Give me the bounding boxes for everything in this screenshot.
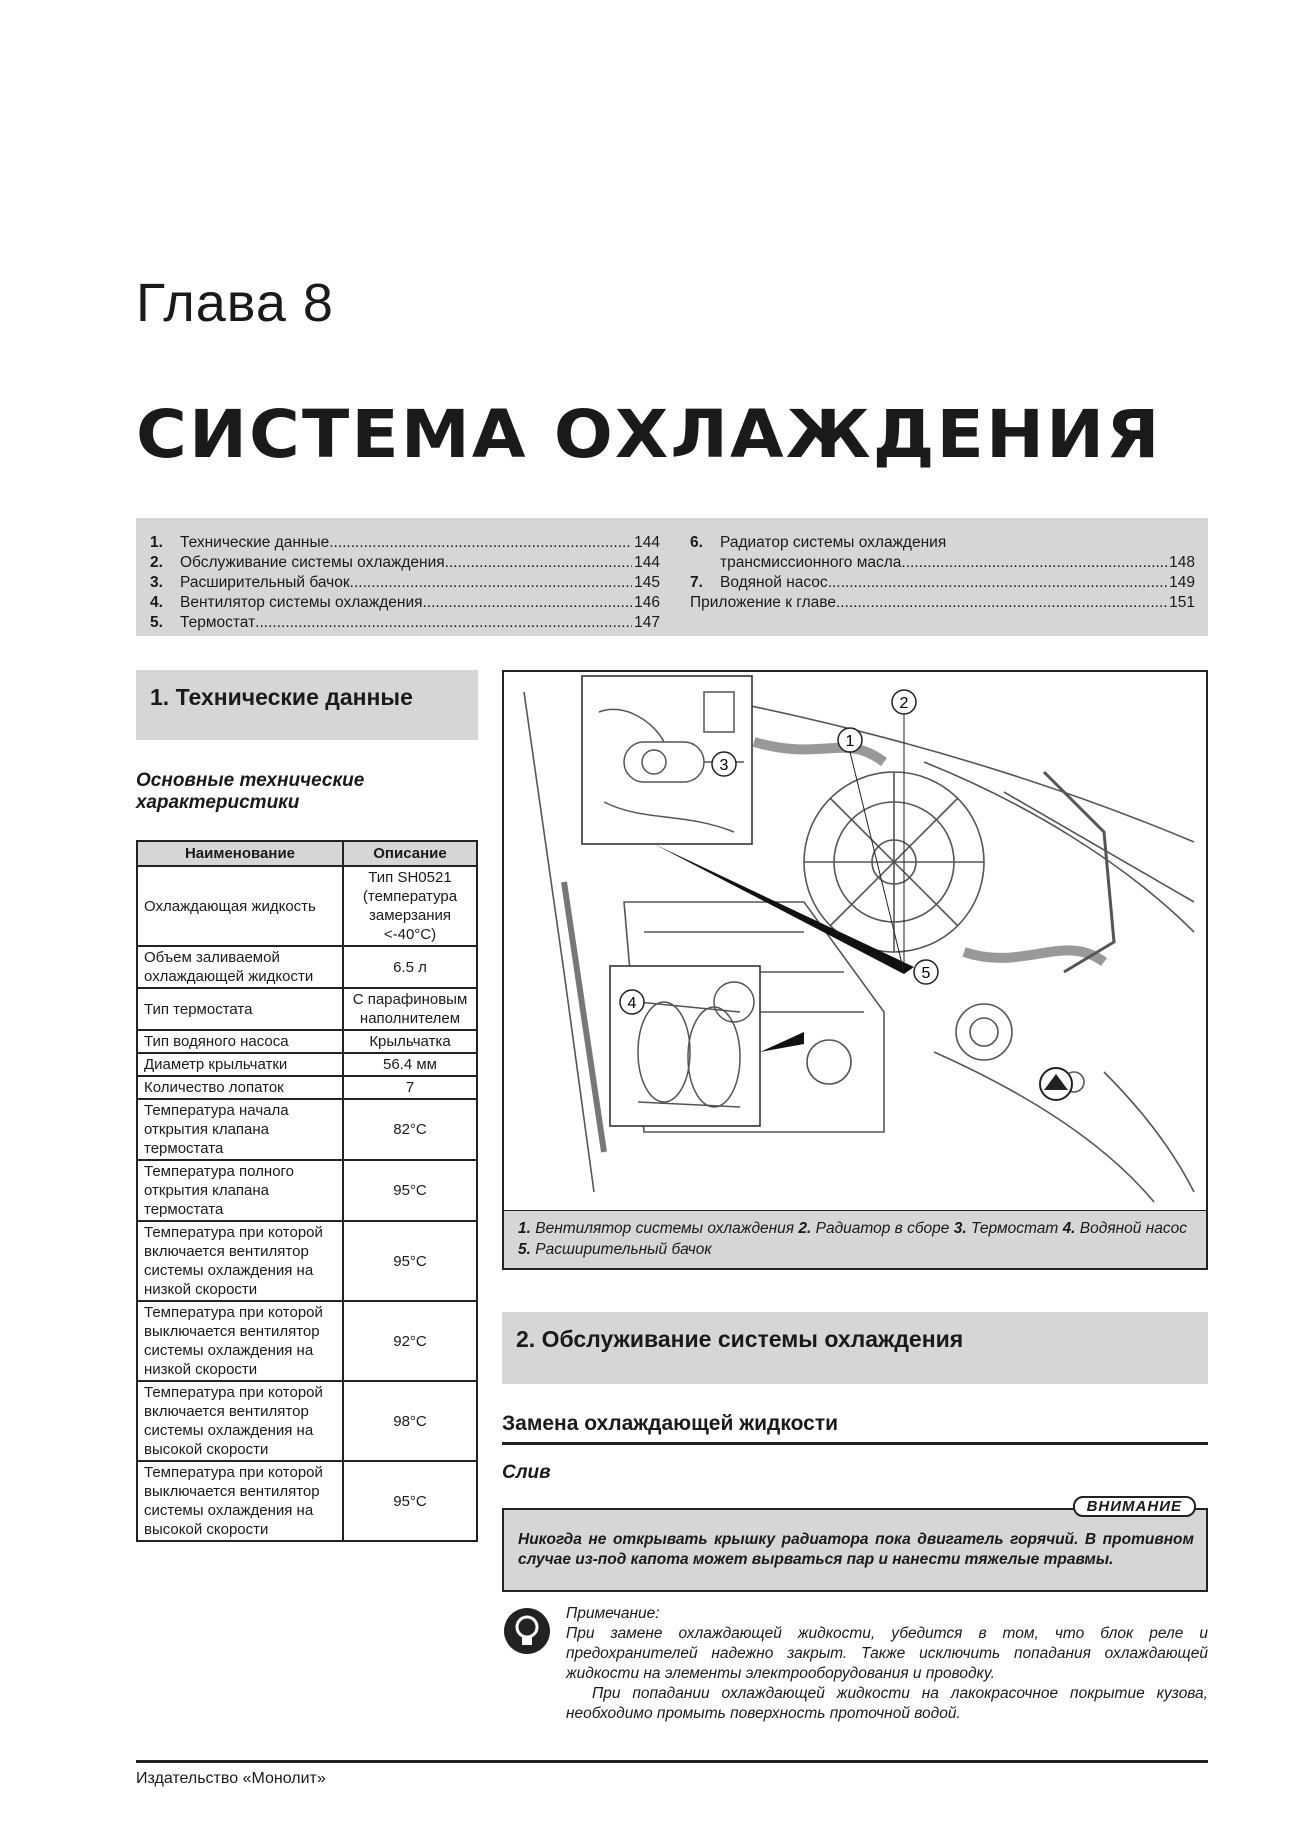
spec-subheading: Основные технические характеристики [136, 770, 365, 813]
spec-name-cell: Температура полного открытия клапана термостата [137, 1160, 343, 1221]
toc-item[interactable] [150, 554, 660, 572]
toc-num: 7. [690, 574, 703, 591]
spec-value-cell: 82°C [343, 1099, 477, 1160]
table-row [137, 1099, 477, 1160]
coolant-replacement-heading: Замена охлаждающей жидкости [502, 1412, 839, 1435]
toc-num: 6. [690, 534, 703, 551]
spec-value-cell: 95°C [343, 1160, 477, 1221]
spec-value-cell: 92°C [343, 1301, 477, 1381]
caption-text: Водяной насос [1075, 1220, 1187, 1237]
note-paragraph: При замене охлаждающей жидкости, убедится в том, что блок реле и предохранителей надежно закрыт. Также исключить попадания охлаждающей жидкости на элементы электрооборудования и проводку. [566, 1625, 1208, 1682]
toc-item[interactable] [690, 534, 1195, 552]
toc-label: Термостат [180, 614, 256, 631]
spec-name-cell: Диаметр крыльчатки [137, 1053, 343, 1076]
spec-name-cell: Объем заливаемой охлаждающей жидкости [137, 946, 343, 988]
section-1-header [136, 670, 478, 740]
toc-page: 149 [1169, 574, 1195, 591]
spec-name-cell: Температура при которой выключается вентилятор системы охлаждения на высокой скорости [137, 1461, 343, 1541]
toc-item[interactable] [690, 574, 1195, 592]
toc-item[interactable] [150, 574, 660, 592]
toc-label: Приложение к главе [690, 594, 836, 611]
table-header-row [137, 841, 477, 866]
toc-leader [901, 554, 1167, 572]
engine-bay-drawing [504, 672, 1206, 1212]
spec-value-cell: 98°C [343, 1381, 477, 1461]
spec-name-cell: Температура при которой выключается вентилятор системы охлаждения на низкой скорости [137, 1301, 343, 1381]
toc-label: Технические данные [180, 534, 330, 551]
footer-rule [136, 1760, 1208, 1763]
column-header: Описание [343, 841, 477, 866]
spec-value-cell: С парафиновым наполнителем [343, 988, 477, 1030]
caption-text: Вентилятор системы охлаждения [530, 1220, 799, 1237]
spec-name-cell: Температура при которой включается вентилятор системы охлаждения на низкой скорости [137, 1221, 343, 1301]
toc-leader [350, 574, 632, 592]
caption-text: Термостат [966, 1220, 1063, 1237]
table-row [137, 1301, 477, 1381]
caption-num: 2. [798, 1220, 812, 1237]
spec-value-cell: 95°C [343, 1461, 477, 1541]
toc-label: трансмиссионного масла [720, 554, 902, 571]
spec-name-cell: Температура при которой включается вентилятор системы охлаждения на высокой скорости [137, 1381, 343, 1461]
toc-num: 2. [150, 554, 163, 571]
toc-label: Водяной насос [720, 574, 828, 591]
table-row [137, 1221, 477, 1301]
toc-num: 3. [150, 574, 163, 591]
table-row [137, 1076, 477, 1099]
table-row [137, 1381, 477, 1461]
toc-item[interactable] [150, 614, 660, 632]
toc-leader [255, 614, 632, 632]
toc-leader [423, 594, 633, 612]
toc-num: 1. [150, 534, 163, 551]
toc-label: Вентилятор системы охлаждения [180, 594, 423, 611]
spec-value-cell: 95°C [343, 1221, 477, 1301]
table-row [137, 1030, 477, 1053]
column-header: Наименование [137, 841, 343, 866]
spec-value-cell: Тип SH0521 (температура замерзания <-40°C) [343, 866, 477, 946]
toc-leader [828, 574, 1167, 592]
caption-num: 5. [518, 1241, 531, 1258]
toc-leader [836, 594, 1167, 612]
chapter-toc [136, 518, 1208, 636]
toc-page: 147 [634, 614, 660, 631]
toc-num: 5. [150, 614, 163, 631]
toc-leader [445, 554, 632, 572]
toc-page: 144 [634, 534, 660, 551]
toc-page: 146 [634, 594, 660, 611]
table-row [137, 946, 477, 988]
callout-4 [620, 990, 644, 1014]
svg-text:3: 3 [719, 757, 729, 774]
note-label: Примечание: [566, 1605, 660, 1622]
toc-item[interactable] [690, 594, 1195, 612]
spec-table-body [137, 866, 477, 1541]
callout-3 [712, 752, 736, 776]
page-title: СИСТЕМА ОХЛАЖДЕНИЯ [136, 396, 1162, 473]
callout-5 [914, 960, 938, 984]
toc-label: Обслуживание системы охлаждения [180, 554, 445, 571]
lightbulb-icon [504, 1608, 550, 1654]
table-row [137, 1053, 477, 1076]
note-paragraph: При попадании охлаждающей жидкости на лакокрасочное покрытие кузова, необходимо промыть поверхность проточной водой. [566, 1685, 1208, 1722]
section-1-heading: 1. Технические данные [150, 684, 413, 710]
spec-name-cell: Тип водяного насоса [137, 1030, 343, 1053]
svg-text:5: 5 [921, 965, 931, 982]
toc-page: 145 [634, 574, 660, 591]
toc-label: Радиатор системы охлаждения [720, 534, 947, 551]
spec-value-cell: 6.5 л [343, 946, 477, 988]
toc-item[interactable] [150, 594, 660, 612]
toc-item[interactable] [150, 534, 660, 552]
table-row [137, 988, 477, 1030]
section-2-header [502, 1312, 1208, 1384]
toc-leader [329, 534, 632, 552]
toc-item-continued[interactable] [720, 554, 1195, 572]
svg-text:4: 4 [627, 995, 637, 1012]
chapter-label: Глава 8 [136, 273, 334, 333]
svg-text:2: 2 [899, 695, 909, 712]
heading-rule [502, 1442, 1208, 1445]
spec-value-cell: 7 [343, 1076, 477, 1099]
spec-name-cell: Температура начала открытия клапана термостата [137, 1099, 343, 1160]
toc-page: 151 [1169, 594, 1195, 611]
spec-value-cell: 56.4 мм [343, 1053, 477, 1076]
warning-text: Никогда не открывать крышку радиатора пока двигатель горячий. В противном случае из-под капота может вырваться пар и нанести тяжелые травмы. [518, 1531, 1194, 1568]
spec-value-cell: Крыльчатка [343, 1030, 477, 1053]
spec-name-cell: Тип термостата [137, 988, 343, 1030]
toc-label: Расширительный бачок [180, 574, 350, 591]
svg-text:1: 1 [845, 733, 855, 750]
table-row [137, 1160, 477, 1221]
spec-name-cell: Количество лопаток [137, 1076, 343, 1099]
table-row [137, 866, 477, 946]
note-block [566, 1604, 1208, 1724]
publisher-logo [1040, 1068, 1072, 1100]
toc-num: 4. [150, 594, 163, 611]
publisher-footer: Издательство «Монолит» [136, 1770, 326, 1787]
drain-heading: Слив [502, 1462, 551, 1483]
caption-text: Радиатор в сборе [811, 1220, 954, 1237]
caption-num: 3. [953, 1220, 967, 1237]
caption-num: 1. [518, 1220, 531, 1237]
spec-name-cell: Охлаждающая жидкость [137, 866, 343, 946]
warning-box [502, 1498, 1208, 1592]
figure-caption [502, 1210, 1208, 1270]
warning-badge: ВНИМАНИЕ [1073, 1496, 1196, 1517]
engine-bay-illustration [502, 670, 1208, 1270]
caption-text: Расширительный бачок [530, 1241, 712, 1258]
spec-table [136, 840, 478, 1542]
toc-page: 144 [634, 554, 660, 571]
table-row [137, 1461, 477, 1541]
caption-num: 4. [1062, 1220, 1076, 1237]
section-2-heading: 2. Обслуживание системы охлаждения [516, 1326, 964, 1352]
toc-page: 148 [1169, 554, 1195, 571]
